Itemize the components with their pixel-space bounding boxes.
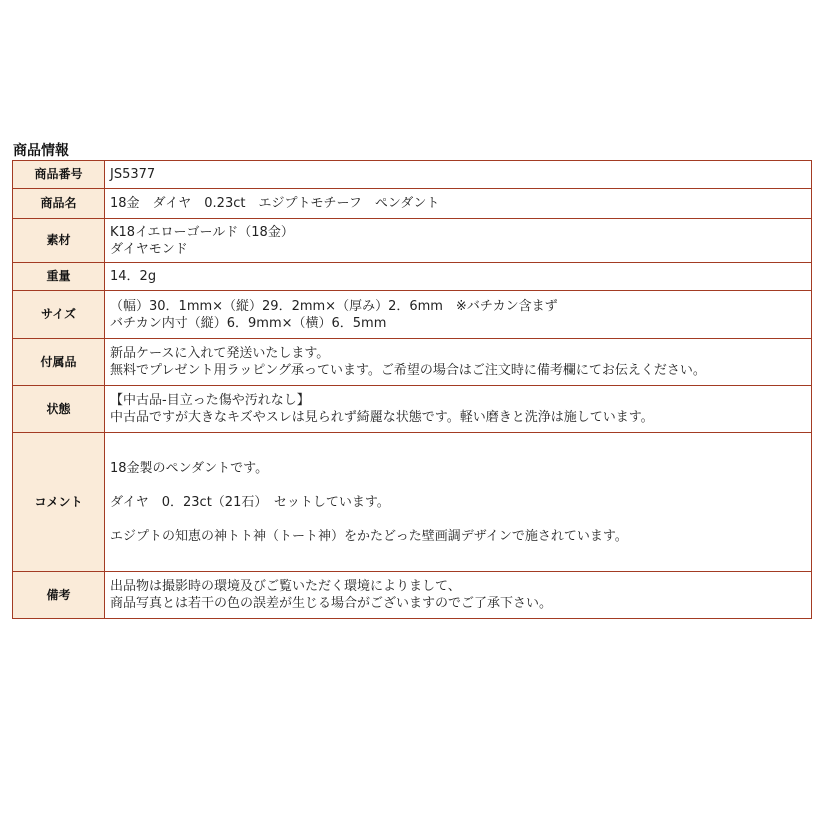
comment-spacer (110, 511, 803, 528)
row-remarks (13, 572, 812, 619)
condition-line: 中古品ですが大きなキズやスレは見られず綺麗な状態です。軽い磨きと洗浄は施しています。 (110, 410, 654, 425)
row-weight (13, 263, 812, 291)
comment-line: 18金製のペンダントです。 (110, 460, 269, 476)
material-line: ダイヤモンド (110, 241, 188, 257)
row-condition (13, 386, 812, 433)
remarks-line: 商品写真とは若干の色の誤差が生じる場合がございますのでご了承下さい。 (110, 596, 553, 611)
value-accessories (105, 339, 812, 386)
size-line: バチカン内寸（縦）6．9mm×（横）6．5mm (110, 315, 387, 331)
value-comment (105, 433, 812, 572)
product-info-table (12, 160, 812, 619)
label-comment: コメント (13, 433, 105, 572)
value-weight: 14．2g (105, 263, 812, 291)
section-title: 商品情報 (13, 143, 69, 159)
label-material: 素材 (13, 219, 105, 263)
condition-line: 【中古品-目立った傷や汚れなし】 (110, 393, 310, 408)
row-accessories (13, 339, 812, 386)
value-product-number: JS5377 (105, 161, 812, 189)
value-remarks (105, 572, 812, 619)
material-line: K18イエローゴールド（18金） (110, 224, 294, 240)
row-material (13, 219, 812, 263)
size-line: （幅）30．1mm×（縦）29．2mm×（厚み）2．6mm ※バチカン含まず (110, 298, 558, 314)
value-product-name: 18金 ダイヤ 0.23ct エジプトモチーフ ペンダント (105, 189, 812, 219)
label-size: サイズ (13, 291, 105, 339)
label-condition: 状態 (13, 386, 105, 433)
comment-spacer (110, 477, 803, 494)
value-size (105, 291, 812, 339)
accessories-line: 無料でプレゼント用ラッピング承っています。ご希望の場合はご注文時に備考欄にてお伝えください。 (110, 363, 706, 378)
comment-line: エジプトの知恵の神トト神（トート神）をかたどった壁画調デザインで施されています。 (110, 528, 628, 544)
row-comment (13, 433, 812, 572)
label-remarks: 備考 (13, 572, 105, 619)
label-product-number: 商品番号 (13, 161, 105, 189)
remarks-line: 出品物は撮影時の環境及びご覧いただく環境によりまして、 (110, 579, 461, 594)
label-accessories: 付属品 (13, 339, 105, 386)
value-material (105, 219, 812, 263)
accessories-line: 新品ケースに入れて発送いたします。 (110, 346, 330, 361)
label-weight: 重量 (13, 263, 105, 291)
row-product-name (13, 189, 812, 219)
label-product-name: 商品名 (13, 189, 105, 219)
row-size (13, 291, 812, 339)
comment-line: ダイヤ 0．23ct（21石） セットしています。 (110, 494, 390, 510)
row-product-number (13, 161, 812, 189)
value-condition (105, 386, 812, 433)
